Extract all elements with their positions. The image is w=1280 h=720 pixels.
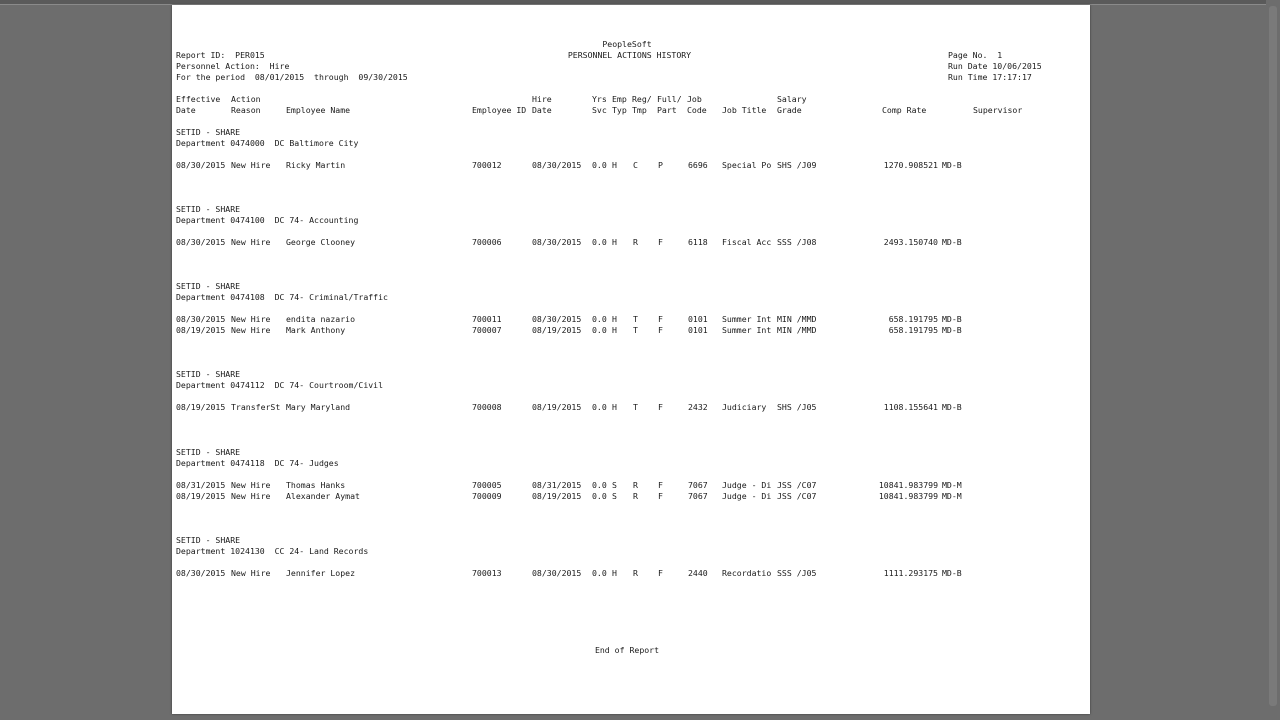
cell-employee-name: Mark Anthony — [286, 325, 346, 335]
cell-employee-name: Jennifer Lopez — [286, 568, 356, 578]
report-title: PERSONNEL ACTIONS HISTORY — [567, 50, 692, 60]
cell-salary-grade: JSS /C07 — [777, 491, 817, 501]
cell-comp-unit: MD-B — [942, 402, 962, 412]
cell-effective-date: 08/31/2015 — [176, 480, 226, 490]
cell-job-code: 2432 — [688, 402, 708, 412]
cell-comp-rate: 658.191795 — [888, 314, 938, 324]
report-period: For the period 08/01/2015 through 09/30/2015 — [176, 72, 408, 82]
cell-employee-id: 700007 — [472, 325, 502, 335]
col-header-employee-id: Employee ID — [472, 105, 527, 115]
cell-action-reason: New Hire — [231, 237, 271, 247]
cell-emp-typ: H — [612, 568, 617, 578]
cell-employee-id: 700013 — [472, 568, 502, 578]
department-label: Department 0474118 DC 74- Judges — [176, 458, 339, 468]
cell-comp-unit: MD-B — [942, 160, 962, 170]
cell-comp-rate: 658.191795 — [888, 325, 938, 335]
cell-emp-typ: S — [612, 491, 617, 501]
cell-employee-id: 700006 — [472, 237, 502, 247]
report-id: Report ID: PER015 — [176, 50, 265, 60]
cell-salary-grade: MIN /MMD — [777, 314, 817, 324]
run-date: Run Date 10/06/2015 — [948, 61, 1042, 71]
cell-salary-grade: MIN /MMD — [777, 325, 817, 335]
cell-employee-name: Mary Maryland — [286, 402, 351, 412]
cell-employee-id: 700012 — [472, 160, 502, 170]
cell-job-title: Recordatio — [722, 568, 772, 578]
cell-comp-unit: MD-B — [942, 314, 962, 324]
cell-employee-id: 700008 — [472, 402, 502, 412]
report-page — [172, 5, 1090, 714]
col-header-salary: Salary — [777, 94, 807, 104]
scrollbar-thumb[interactable] — [1269, 6, 1277, 706]
col-header-emp: Emp — [612, 94, 627, 104]
cell-full-part: F — [658, 237, 663, 247]
cell-hire-date: 08/19/2015 — [532, 491, 582, 501]
cell-effective-date: 08/19/2015 — [176, 491, 226, 501]
cell-job-code: 6118 — [688, 237, 708, 247]
cell-job-code: 2440 — [688, 568, 708, 578]
cell-full-part: P — [658, 160, 663, 170]
col-header-full: Full/ — [657, 94, 682, 104]
cell-employee-name: Ricky Martin — [286, 160, 346, 170]
col-header-comp-rate: Comp Rate — [882, 105, 927, 115]
col-header-code: Code — [687, 105, 707, 115]
cell-employee-name: Alexander Aymat — [286, 491, 360, 501]
cell-full-part: F — [658, 402, 663, 412]
cell-job-title: Summer Int — [722, 314, 772, 324]
page-number: Page No. 1 — [948, 50, 1003, 60]
cell-action-reason: New Hire — [231, 160, 271, 170]
cell-employee-name: George Clooney — [286, 237, 356, 247]
cell-emp-typ: S — [612, 480, 617, 490]
cell-employee-id: 700011 — [472, 314, 502, 324]
col-header-job-title: Job Title — [722, 105, 767, 115]
cell-job-title: Summer Int — [722, 325, 772, 335]
department-label: Department 0474100 DC 74- Accounting — [176, 215, 359, 225]
cell-hire-date: 08/30/2015 — [532, 568, 582, 578]
vertical-scrollbar[interactable] — [1266, 0, 1280, 720]
cell-job-code: 7067 — [688, 491, 708, 501]
cell-action-reason: New Hire — [231, 491, 271, 501]
app-name: PeopleSoft — [602, 39, 652, 49]
cell-job-code: 7067 — [688, 480, 708, 490]
cell-full-part: F — [658, 314, 663, 324]
cell-yrs-svc: 0.0 — [592, 325, 607, 335]
cell-yrs-svc: 0.0 — [592, 160, 607, 170]
cell-yrs-svc: 0.0 — [592, 314, 607, 324]
cell-hire-date: 08/19/2015 — [532, 402, 582, 412]
cell-employee-name: Thomas Hanks — [286, 480, 346, 490]
setid-label: SETID - SHARE — [176, 281, 241, 291]
col-header-typ: Typ — [612, 105, 627, 115]
cell-reg-tmp: R — [633, 491, 638, 501]
col-header-part: Part — [657, 105, 677, 115]
col-header-supervisor: Supervisor — [973, 105, 1023, 115]
cell-effective-date: 08/19/2015 — [176, 402, 226, 412]
cell-effective-date: 08/19/2015 — [176, 325, 226, 335]
cell-job-title: Judge - Di — [722, 491, 772, 501]
cell-emp-typ: H — [612, 237, 617, 247]
col-header-date: Date — [176, 105, 196, 115]
cell-reg-tmp: T — [633, 325, 638, 335]
cell-action-reason: New Hire — [231, 325, 271, 335]
col-header-reg: Reg/ — [632, 94, 652, 104]
cell-job-title: Judiciary — [722, 402, 767, 412]
cell-comp-unit: MD-M — [942, 491, 962, 501]
cell-reg-tmp: R — [633, 237, 638, 247]
cell-comp-unit: MD-B — [942, 237, 962, 247]
cell-full-part: F — [658, 491, 663, 501]
cell-full-part: F — [658, 480, 663, 490]
col-header-hire: Hire — [532, 94, 552, 104]
cell-hire-date: 08/30/2015 — [532, 237, 582, 247]
cell-comp-rate: 1108.155641 — [883, 402, 938, 412]
cell-salary-grade: SSS /J05 — [777, 568, 817, 578]
run-time: Run Time 17:17:17 — [948, 72, 1032, 82]
col-header-tmp: Tmp — [632, 105, 647, 115]
cell-yrs-svc: 0.0 — [592, 402, 607, 412]
cell-comp-rate: 10841.983799 — [878, 480, 938, 490]
personnel-action: Personnel Action: Hire — [176, 61, 290, 71]
cell-full-part: F — [658, 325, 663, 335]
cell-action-reason: New Hire — [231, 568, 271, 578]
cell-effective-date: 08/30/2015 — [176, 160, 226, 170]
cell-action-reason: TransferSt — [231, 402, 281, 412]
cell-yrs-svc: 0.0 — [592, 237, 607, 247]
cell-full-part: F — [658, 568, 663, 578]
cell-job-code: 6696 — [688, 160, 708, 170]
cell-yrs-svc: 0.0 — [592, 480, 607, 490]
setid-label: SETID - SHARE — [176, 204, 241, 214]
cell-employee-id: 700005 — [472, 480, 502, 490]
cell-reg-tmp: R — [633, 480, 638, 490]
col-header-hire-date: Date — [532, 105, 552, 115]
cell-job-title: Fiscal Acc — [722, 237, 772, 247]
cell-salary-grade: SSS /J08 — [777, 237, 817, 247]
col-header-yrs: Yrs — [592, 94, 607, 104]
cell-employee-id: 700009 — [472, 491, 502, 501]
cell-comp-rate: 1270.908521 — [883, 160, 938, 170]
cell-salary-grade: JSS /C07 — [777, 480, 817, 490]
cell-comp-rate: 2493.150740 — [883, 237, 938, 247]
cell-job-code: 0101 — [688, 325, 708, 335]
cell-comp-unit: MD-M — [942, 480, 962, 490]
setid-label: SETID - SHARE — [176, 535, 241, 545]
cell-comp-unit: MD-B — [942, 568, 962, 578]
cell-emp-typ: H — [612, 402, 617, 412]
cell-salary-grade: SHS /J09 — [777, 160, 817, 170]
cell-yrs-svc: 0.0 — [592, 568, 607, 578]
cell-salary-grade: SHS /J05 — [777, 402, 817, 412]
cell-effective-date: 08/30/2015 — [176, 314, 226, 324]
cell-hire-date: 08/19/2015 — [532, 325, 582, 335]
cell-yrs-svc: 0.0 — [592, 491, 607, 501]
department-label: Department 0474112 DC 74- Courtroom/Civil — [176, 380, 384, 390]
setid-label: SETID - SHARE — [176, 447, 241, 457]
cell-hire-date: 08/30/2015 — [532, 314, 582, 324]
cell-hire-date: 08/30/2015 — [532, 160, 582, 170]
cell-job-code: 0101 — [688, 314, 708, 324]
col-header-employee-name: Employee Name — [286, 105, 351, 115]
cell-job-title: Special Po — [722, 160, 772, 170]
cell-comp-unit: MD-B — [942, 325, 962, 335]
cell-emp-typ: H — [612, 314, 617, 324]
cell-employee-name: endita nazario — [286, 314, 356, 324]
cell-action-reason: New Hire — [231, 314, 271, 324]
setid-label: SETID - SHARE — [176, 369, 241, 379]
col-header-action: Action — [231, 94, 261, 104]
col-header-job: Job — [687, 94, 702, 104]
department-label: Department 0474000 DC Baltimore City — [176, 138, 359, 148]
setid-label: SETID - SHARE — [176, 127, 241, 137]
cell-job-title: Judge - Di — [722, 480, 772, 490]
cell-comp-rate: 10841.983799 — [878, 491, 938, 501]
col-header-reason: Reason — [231, 105, 261, 115]
col-header-svc: Svc — [592, 105, 607, 115]
department-label: Department 0474108 DC 74- Criminal/Traffic — [176, 292, 388, 302]
cell-effective-date: 08/30/2015 — [176, 237, 226, 247]
cell-effective-date: 08/30/2015 — [176, 568, 226, 578]
cell-emp-typ: H — [612, 325, 617, 335]
end-of-report: End of Report — [594, 645, 660, 655]
cell-action-reason: New Hire — [231, 480, 271, 490]
cell-reg-tmp: T — [633, 402, 638, 412]
department-label: Department 1024130 CC 24- Land Records — [176, 546, 369, 556]
cell-comp-rate: 1111.293175 — [883, 568, 938, 578]
cell-reg-tmp: R — [633, 568, 638, 578]
cell-reg-tmp: T — [633, 314, 638, 324]
cell-reg-tmp: C — [633, 160, 638, 170]
col-header-effective: Effective — [176, 94, 221, 104]
cell-emp-typ: H — [612, 160, 617, 170]
col-header-grade: Grade — [777, 105, 802, 115]
cell-hire-date: 08/31/2015 — [532, 480, 582, 490]
